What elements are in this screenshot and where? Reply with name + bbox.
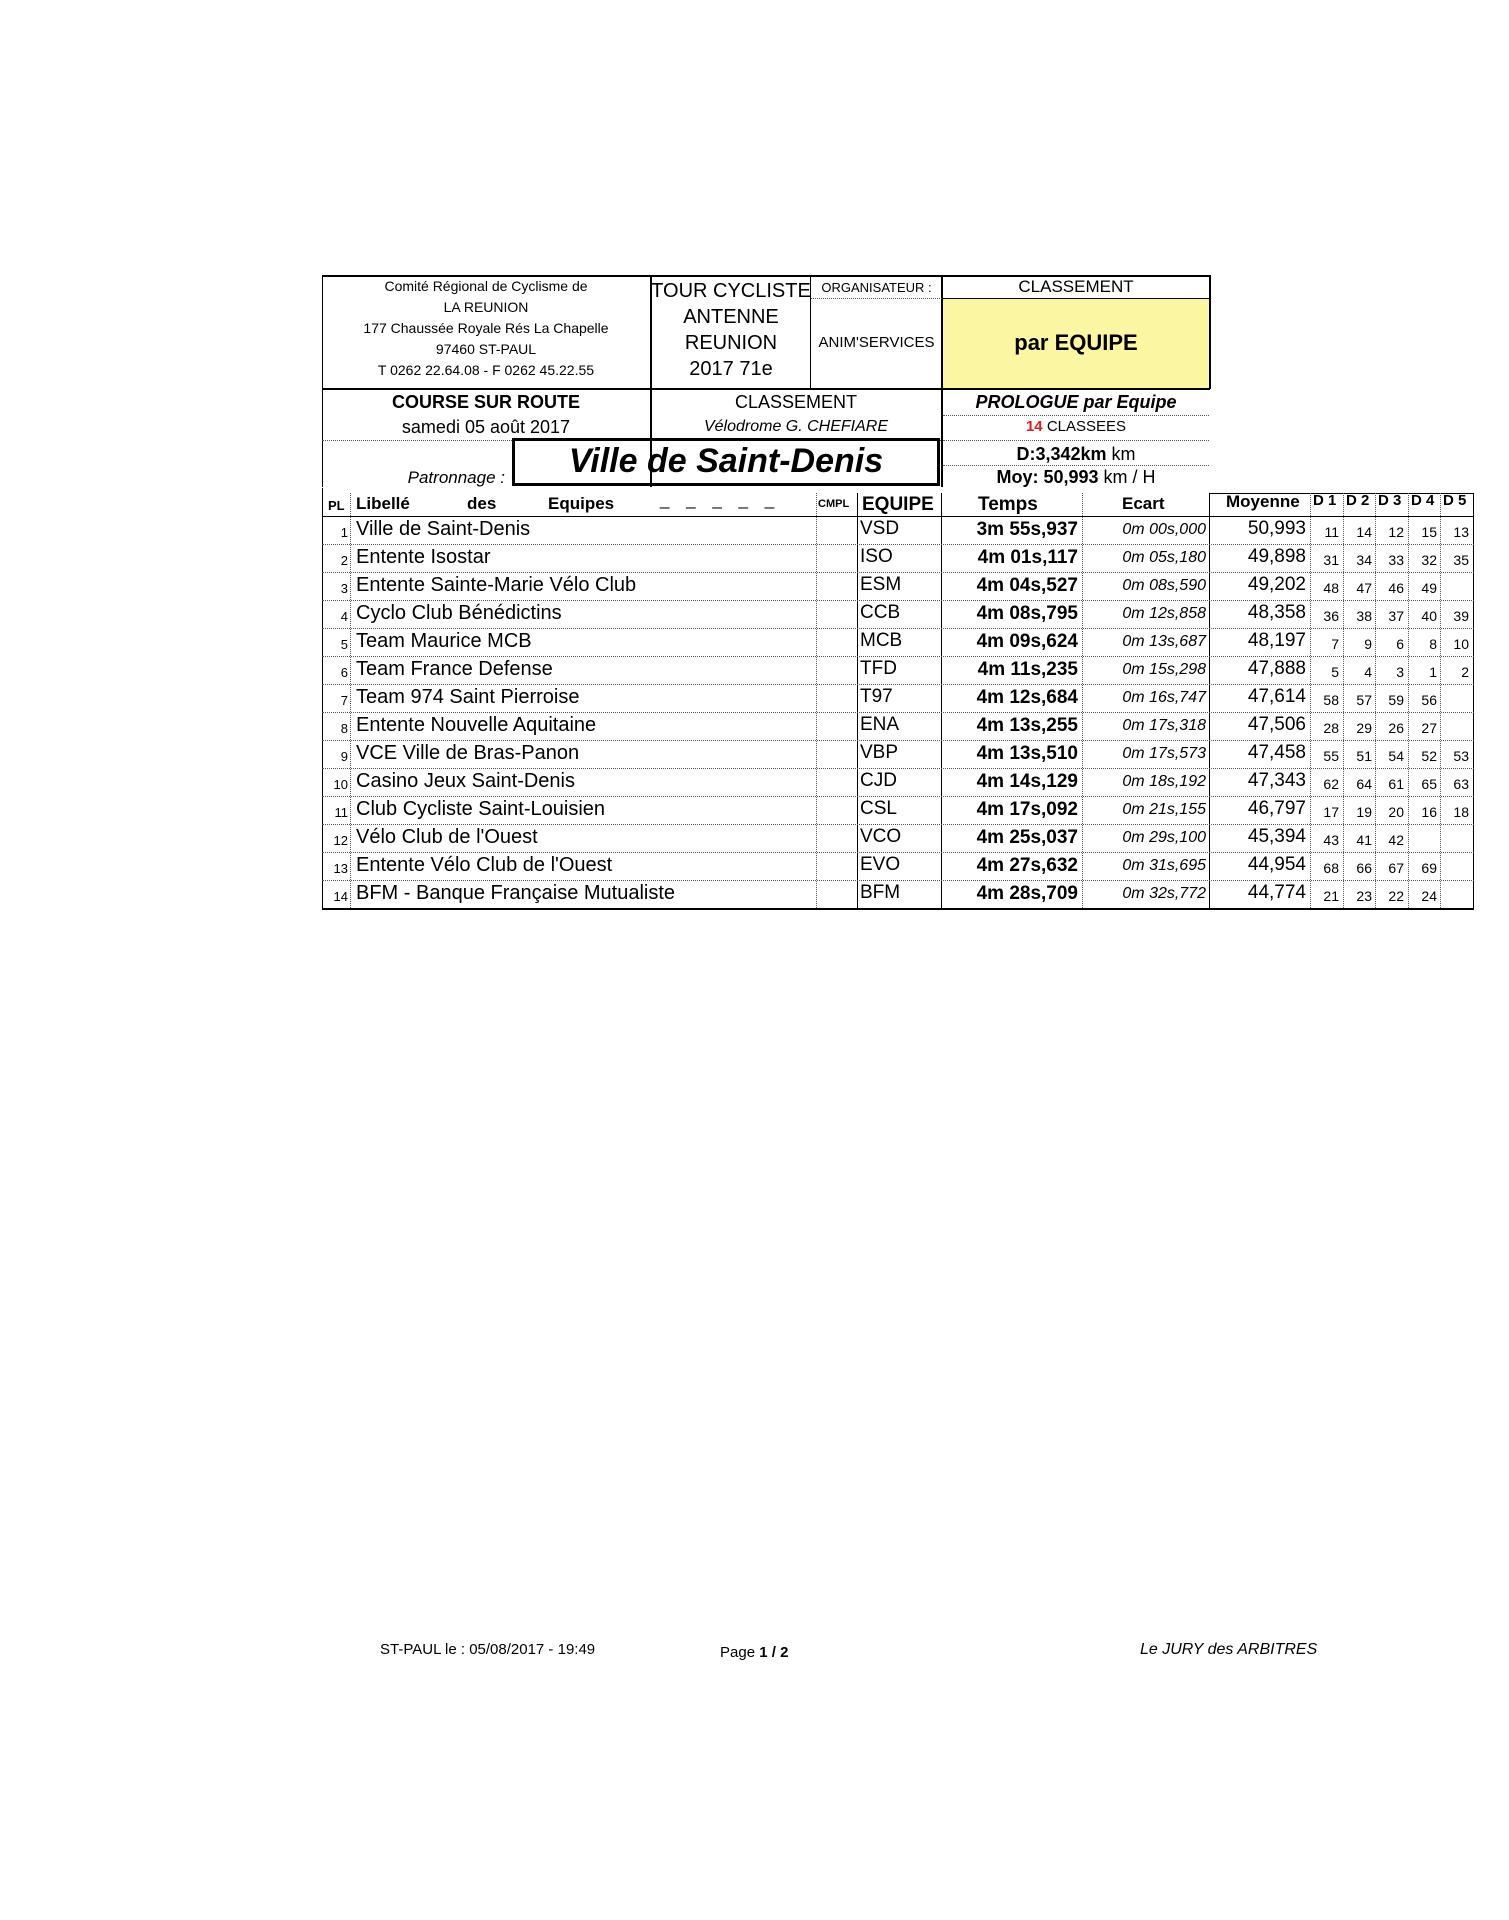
row-team-name: Entente Sainte-Marie Vélo Club — [356, 574, 637, 596]
row-team-code: ESM — [860, 574, 902, 595]
classement-label: CLASSEMENT — [1018, 277, 1134, 296]
row-dossard-d3: 3 — [1396, 664, 1404, 680]
row-team-code: MCB — [860, 630, 903, 651]
row-team-name: Entente Isostar — [356, 546, 491, 568]
header-dotted-4 — [943, 440, 1209, 441]
row-team-name: Team France Defense — [356, 658, 553, 680]
row-team-name: VCE Ville de Bras-Panon — [356, 742, 580, 764]
row-time: 4m 13s,510 — [976, 743, 1078, 764]
footer-location-date: ST-PAUL le : 05/08/2017 - 19:49 — [380, 1641, 596, 1658]
row-time: 4m 11s,235 — [977, 659, 1078, 680]
table-bottom-border — [322, 908, 1474, 910]
row-dossard-d2: 14 — [1356, 524, 1372, 540]
row-gap: 0m 31s,695 — [1122, 857, 1206, 874]
row-average: 44,954 — [1247, 854, 1306, 875]
classees-count-line — [943, 418, 1209, 435]
col-pl: PL — [328, 498, 345, 513]
row-dossard-d3: 22 — [1388, 888, 1404, 904]
row-place: 12 — [333, 833, 348, 848]
row-place: 14 — [333, 889, 348, 904]
row-average: 48,358 — [1247, 602, 1306, 623]
row-time: 4m 04s,527 — [976, 575, 1078, 596]
row-dossard-d2: 29 — [1356, 720, 1372, 736]
row-average: 46,797 — [1247, 798, 1306, 819]
row-time: 4m 08s,795 — [976, 603, 1078, 624]
org-line4: 97460 ST-PAUL — [435, 341, 537, 357]
row-dossard-d2: 4 — [1364, 664, 1372, 680]
row-dossard-d2: 51 — [1356, 748, 1372, 764]
org-line1: Comité Régional de Cyclisme de — [384, 278, 588, 294]
row-time: 4m 17s,092 — [976, 799, 1078, 820]
row-team-name: Entente Nouvelle Aquitaine — [356, 714, 597, 736]
row-team-name: Team Maurice MCB — [356, 630, 532, 652]
row-average: 47,343 — [1247, 770, 1306, 791]
row-place: 7 — [340, 693, 348, 708]
row-dossard-d3: 20 — [1388, 804, 1404, 820]
row-dossard-d3: 33 — [1388, 552, 1404, 568]
org-line2: LA REUNION — [443, 299, 529, 315]
table-row-separator — [322, 712, 1474, 713]
row-dossard-d3: 37 — [1388, 608, 1404, 624]
col-cmpl: CMPL — [818, 498, 850, 510]
row-dossard-d5: 18 — [1453, 804, 1469, 820]
row-gap: 0m 15s,298 — [1122, 661, 1206, 678]
table-col-divider — [350, 493, 351, 908]
row-dossard-d1: 5 — [1331, 664, 1339, 680]
row-place: 3 — [340, 581, 348, 596]
row-dossard-d5: 10 — [1453, 636, 1469, 652]
table-row-separator — [322, 684, 1474, 685]
row-team-name: Club Cycliste Saint-Louisien — [356, 798, 606, 820]
page-number: 1 / 2 — [759, 1644, 789, 1661]
classees-count: 14 — [1025, 418, 1043, 435]
row-time: 4m 14s,129 — [976, 771, 1078, 792]
row-dossard-d1: 55 — [1323, 748, 1339, 764]
row-place: 8 — [340, 721, 348, 736]
row-dossard-d4: 49 — [1421, 580, 1437, 596]
row-dossard-d1: 36 — [1323, 608, 1339, 624]
row-dossard-d4: 40 — [1421, 608, 1437, 624]
row-gap: 0m 29s,100 — [1122, 829, 1206, 846]
row-time: 4m 13s,255 — [976, 715, 1078, 736]
header-mid-border — [322, 388, 1210, 390]
row-time: 4m 27s,632 — [976, 855, 1078, 876]
table-col-divider — [1473, 493, 1474, 908]
row-team-name: Entente Vélo Club de l'Ouest — [356, 854, 613, 876]
table-row-separator — [322, 600, 1474, 601]
row-dossard-d1: 17 — [1323, 804, 1339, 820]
row-dossard-d3: 61 — [1388, 776, 1404, 792]
row-gap: 0m 00s,000 — [1122, 521, 1206, 538]
row-dossard-d4: 16 — [1421, 804, 1437, 820]
row-dossard-d1: 7 — [1331, 636, 1339, 652]
row-dossard-d1: 11 — [1324, 524, 1339, 540]
row-gap: 0m 21s,155 — [1122, 801, 1206, 818]
row-dossard-d1: 21 — [1323, 888, 1339, 904]
table-row-separator — [322, 880, 1474, 881]
row-dossard-d2: 38 — [1356, 608, 1372, 624]
row-team-name: Cyclo Club Bénédictins — [356, 602, 562, 624]
row-team-name: Casino Jeux Saint-Denis — [356, 770, 575, 792]
row-time: 3m 55s,937 — [976, 519, 1078, 540]
row-gap: 0m 13s,687 — [1122, 633, 1206, 650]
row-dossard-d2: 66 — [1356, 860, 1372, 876]
row-dossard-d4: 69 — [1421, 860, 1437, 876]
organisateur-label: ORGANISATEUR : — [821, 280, 932, 295]
course-title: COURSE SUR ROUTE — [391, 392, 580, 412]
table-row-separator — [322, 740, 1474, 741]
row-dossard-d5: 13 — [1453, 524, 1469, 540]
row-dossard-d4: 1 — [1429, 664, 1437, 680]
row-place: 9 — [340, 749, 348, 764]
row-gap: 0m 18s,192 — [1122, 773, 1206, 790]
par-equipe-title: par EQUIPE — [1014, 330, 1138, 355]
row-dossard-d3: 12 — [1388, 524, 1404, 540]
row-place: 4 — [340, 609, 348, 624]
tour-line2: ANTENNE — [683, 306, 779, 328]
tour-line3: REUNION — [684, 332, 778, 354]
col-d5: D 5 — [1443, 492, 1467, 509]
col-d1: D 1 — [1313, 492, 1337, 509]
row-place: 10 — [333, 777, 348, 792]
row-team-code: CJD — [860, 770, 897, 791]
table-header-bottom — [322, 516, 1474, 517]
row-dossard-d3: 26 — [1388, 720, 1404, 736]
row-team-name: Ville de Saint-Denis — [356, 518, 531, 540]
table-row-separator — [322, 656, 1474, 657]
row-team-name: Team 974 Saint Pierroise — [356, 686, 580, 708]
row-average: 47,458 — [1247, 742, 1306, 763]
average-value: Moy: 50,993 — [996, 467, 1099, 487]
row-dossard-d5: 63 — [1453, 776, 1469, 792]
header-right-border — [1209, 275, 1211, 389]
row-dossard-d4: 52 — [1421, 748, 1437, 764]
row-gap: 0m 17s,318 — [1122, 717, 1206, 734]
col-equipes: Equipes — [548, 494, 615, 513]
organizer-address — [322, 276, 650, 386]
row-team-code: VBP — [860, 742, 899, 763]
row-dossard-d5: 39 — [1453, 608, 1469, 624]
row-place: 1 — [340, 525, 348, 540]
row-dossard-d2: 41 — [1356, 832, 1372, 848]
row-place: 5 — [340, 637, 348, 652]
col-equipe: EQUIPE — [862, 494, 934, 515]
row-gap: 0m 16s,747 — [1122, 689, 1206, 706]
distance-value: D:3,342km — [1016, 444, 1107, 464]
row-team-code: VCO — [860, 826, 902, 847]
distance-unit: km — [1111, 444, 1136, 464]
col-d4: D 4 — [1411, 492, 1435, 509]
row-place: 6 — [340, 665, 348, 680]
yellow-top-line — [943, 298, 1209, 299]
org-line5: T 0262 22.64.08 - F 0262 45.22.55 — [377, 362, 595, 378]
row-dossard-d1: 31 — [1323, 552, 1339, 568]
row-average: 47,614 — [1247, 686, 1306, 707]
row-dossard-d4: 56 — [1421, 692, 1437, 708]
row-average: 50,993 — [1247, 518, 1306, 539]
row-average: 49,898 — [1247, 546, 1306, 567]
row-dossard-d4: 15 — [1421, 524, 1437, 540]
row-dossard-d2: 23 — [1356, 888, 1372, 904]
col-temps: Temps — [978, 494, 1038, 515]
row-dossard-d5: 53 — [1453, 748, 1469, 764]
patronnage-name: Ville de Saint-Denis — [568, 442, 884, 480]
row-time: 4m 01s,117 — [977, 547, 1078, 568]
row-time: 4m 12s,684 — [976, 687, 1078, 708]
row-team-code: TFD — [860, 658, 897, 679]
patronnage-label: Patronnage : — [407, 468, 505, 487]
row-dossard-d2: 47 — [1356, 580, 1372, 596]
header-dotted-5 — [943, 465, 1209, 466]
row-average: 47,506 — [1247, 714, 1306, 735]
row-average: 44,774 — [1247, 882, 1306, 903]
page-label: Page — [720, 1644, 756, 1661]
table-row-separator — [322, 572, 1474, 573]
tour-title — [651, 278, 811, 382]
row-average: 45,394 — [1247, 826, 1306, 847]
row-dossard-d4: 27 — [1421, 720, 1437, 736]
row-dossard-d4: 24 — [1421, 888, 1437, 904]
row-dossard-d4: 32 — [1421, 552, 1437, 568]
row-team-name: Vélo Club de l'Ouest — [356, 826, 538, 848]
col-moyenne: Moyenne — [1226, 492, 1300, 511]
row-team-code: ENA — [860, 714, 900, 735]
row-place: 11 — [334, 805, 348, 820]
footer-page — [720, 1644, 788, 1661]
row-average: 49,202 — [1247, 574, 1306, 595]
course-venue: Vélodrome G. CHEFIARE — [703, 418, 889, 435]
row-dossard-d1: 43 — [1323, 832, 1339, 848]
col-d2: D 2 — [1346, 492, 1370, 509]
row-dossard-d4: 65 — [1421, 776, 1437, 792]
row-team-code: T97 — [860, 686, 893, 707]
row-team-code: CSL — [860, 798, 897, 819]
course-classement: CLASSEMENT — [734, 392, 858, 412]
col-d3: D 3 — [1378, 492, 1402, 509]
average-unit: km / H — [1103, 467, 1156, 487]
header-dotted-6 — [811, 298, 942, 299]
row-gap: 0m 32s,772 — [1122, 885, 1206, 902]
footer-jury: Le JURY des ARBITRES — [1140, 1641, 1318, 1658]
col-dashes: _ _ _ _ _ — [660, 490, 781, 509]
row-place: 13 — [333, 861, 348, 876]
classees-label: CLASSEES — [1046, 418, 1127, 435]
row-dossard-d2: 19 — [1356, 804, 1372, 820]
row-dossard-d2: 34 — [1356, 552, 1372, 568]
table-col-divider — [816, 493, 817, 908]
row-gap: 0m 05s,180 — [1122, 549, 1206, 566]
row-dossard-d4: 8 — [1429, 636, 1437, 652]
table-row-separator — [322, 544, 1474, 545]
row-gap: 0m 17s,573 — [1122, 745, 1206, 762]
row-place: 2 — [340, 553, 348, 568]
row-team-code: BFM — [860, 882, 901, 903]
table-col-divider — [857, 493, 858, 908]
tour-line4: 2017 71e — [689, 358, 773, 380]
row-dossard-d1: 58 — [1323, 692, 1339, 708]
tour-line1: TOUR CYCLISTE — [651, 280, 811, 302]
table-row-separator — [322, 852, 1474, 853]
row-dossard-d1: 48 — [1323, 580, 1339, 596]
row-team-code: VSD — [860, 518, 900, 539]
row-average: 47,888 — [1247, 658, 1306, 679]
row-dossard-d1: 28 — [1323, 720, 1339, 736]
average-line — [943, 467, 1209, 488]
table-row-separator — [322, 796, 1474, 797]
row-team-code: CCB — [860, 602, 901, 623]
col-des: des — [467, 494, 497, 513]
row-dossard-d2: 57 — [1356, 692, 1372, 708]
organisateur-name: ANIM'SERVICES — [818, 334, 935, 351]
row-dossard-d1: 62 — [1323, 776, 1339, 792]
row-dossard-d3: 6 — [1396, 636, 1404, 652]
row-gap: 0m 08s,590 — [1122, 577, 1206, 594]
row-dossard-d2: 64 — [1356, 776, 1372, 792]
row-dossard-d3: 67 — [1388, 860, 1404, 876]
col-ecart: Ecart — [1122, 494, 1165, 513]
row-dossard-d1: 68 — [1323, 860, 1339, 876]
row-dossard-d3: 59 — [1388, 692, 1404, 708]
table-row-separator — [322, 768, 1474, 769]
row-time: 4m 28s,709 — [976, 883, 1078, 904]
row-dossard-d3: 42 — [1388, 832, 1404, 848]
header-dotted-3 — [943, 415, 1209, 416]
row-team-code: ISO — [860, 546, 893, 567]
row-dossard-d5: 35 — [1453, 552, 1469, 568]
distance-line — [943, 444, 1209, 465]
col-libelle: Libellé — [356, 494, 410, 513]
row-dossard-d5: 2 — [1461, 664, 1469, 680]
row-dossard-d3: 46 — [1388, 580, 1404, 596]
row-average: 48,197 — [1247, 630, 1306, 651]
table-row-separator — [322, 824, 1474, 825]
org-line3: 177 Chaussée Royale Rés La Chapelle — [363, 320, 609, 336]
row-team-name: BFM - Banque Française Mutualiste — [356, 882, 676, 904]
row-dossard-d2: 9 — [1364, 636, 1372, 652]
row-time: 4m 09s,624 — [976, 631, 1078, 652]
course-date: samedi 05 août 2017 — [401, 417, 571, 437]
row-time: 4m 25s,037 — [976, 827, 1078, 848]
stage-title: PROLOGUE par Equipe — [975, 392, 1177, 412]
row-team-code: EVO — [860, 854, 901, 875]
table-row-separator — [322, 628, 1474, 629]
row-gap: 0m 12s,858 — [1122, 605, 1206, 622]
row-dossard-d3: 54 — [1388, 748, 1404, 764]
